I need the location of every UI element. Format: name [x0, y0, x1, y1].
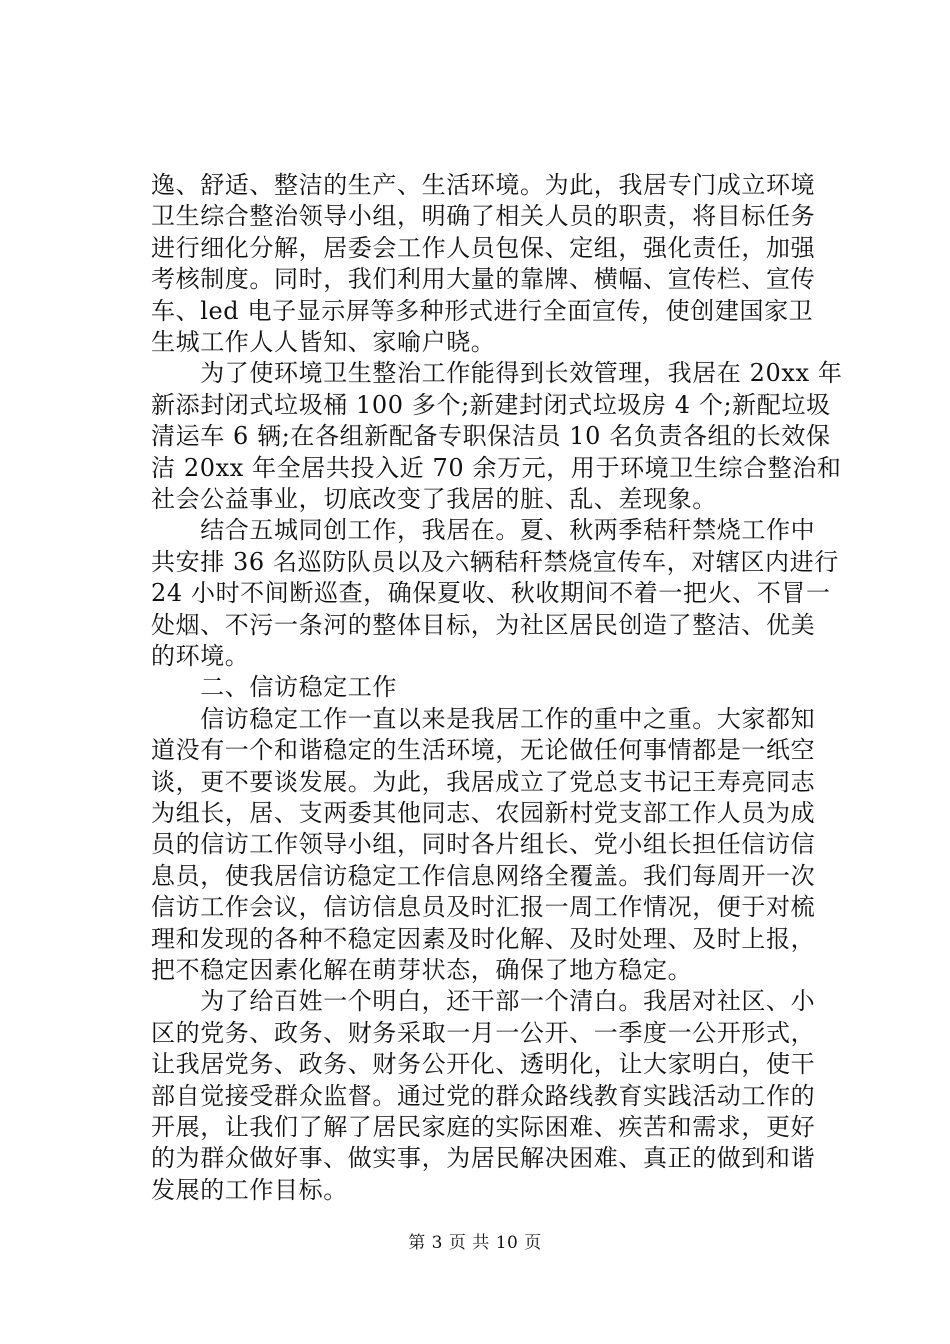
- body-text-line: 为了给百姓一个明白，还干部一个清白。我居对社区、小: [151, 987, 816, 1016]
- body-text-line: 的环境。: [151, 642, 250, 670]
- section-heading: 二、信访稳定工作: [151, 673, 397, 702]
- body-text-line: 开展，让我们了解了居民家庭的实际困难、疾苦和需求，更好: [151, 1113, 816, 1141]
- body-text-line: 为了使环境卫生整治工作能得到长效管理，我居在 20xx 年: [151, 359, 843, 388]
- body-text-line: 员的信访工作领导小组，同时各片组长、党小组长担任信访信: [151, 830, 816, 859]
- body-text-line: 信访工作会议，信访信息员及时汇报一周工作情况，便于对梳: [151, 893, 816, 922]
- body-text-line: 谈，更不要谈发展。为此，我居成立了党总支书记王寿亮同志: [151, 767, 816, 796]
- body-text-line: 洁 20xx 年全居共投入近 70 余万元，用于环境卫生综合整治和: [151, 453, 842, 482]
- body-text-line: 新添封闭式垃圾桶 100 多个;新建封闭式垃圾房 4 个;新配垃圾: [151, 390, 831, 419]
- body-text-line: 信访稳定工作一直以来是我居工作的重中之重。大家都知: [151, 704, 816, 733]
- body-text-line: 进行细化分解，居委会工作人员包保、定组，强化责任，加强: [151, 233, 816, 262]
- body-text-line: 道没有一个和谐稳定的生活环境，无论做任何事情都是一纸空: [151, 736, 816, 765]
- body-text-line: 的为群众做好事、做实事，为居民解决困难、真正的做到和谐: [151, 1144, 816, 1173]
- body-text-line: 社会公益事业，切底改变了我居的脏、乱、差现象。: [151, 485, 717, 513]
- body-text-line: 共安排 36 名巡防队员以及六辆秸秆禁烧宣传车，对辖区内进行: [151, 547, 839, 576]
- body-text-line: 生城工作人人皆知、家喻户晓。: [151, 328, 496, 356]
- body-text-line: 为组长，居、支两委其他同志、农园新村党支部工作人员为成: [151, 799, 816, 827]
- body-text-line: 息员，使我居信访稳定工作信息网络全覆盖。我们每周开一次: [151, 861, 816, 890]
- body-text-line: 清运车 6 辆;在各组新配备专职保洁员 10 名负责各组的长效保: [151, 422, 831, 451]
- body-text-line: 理和发现的各种不稳定因素及时化解、及时处理、及时上报，: [151, 924, 816, 953]
- body-text-line: 让我居党务、政务、财务公开化、透明化，让大家明白，使干: [151, 1050, 816, 1079]
- body-text-line: 结合五城同创工作，我居在。夏、秋两季秸秆禁烧工作中: [151, 516, 816, 545]
- body-text-line: 24 小时不间断巡查，确保夏收、秋收期间不着一把火、不冒一: [151, 579, 831, 608]
- body-text-line: 部自觉接受群众监督。通过党的群众路线教育实践活动工作的: [151, 1081, 816, 1110]
- body-text-line: 区的党务、政务、财务采取一月一公开、一季度一公开形式，: [151, 1018, 816, 1047]
- body-text-line: 考核制度。同时，我们利用大量的靠牌、横幅、宣传栏、宣传: [151, 265, 816, 294]
- body-text-line: 处烟、不污一条河的整体目标，为社区居民创造了整洁、优美: [151, 610, 816, 639]
- body-text-line: 把不稳定因素化解在萌芽状态，确保了地方稳定。: [151, 956, 693, 984]
- page-footer: 第 3 页 共 10 页: [408, 1233, 542, 1253]
- body-text-line: 逸、舒适、整洁的生产、生活环境。为此，我居专门成立环境: [151, 171, 816, 199]
- body-text-line: 卫生综合整治领导小组，明确了相关人员的职责，将目标任务: [151, 202, 816, 231]
- body-text-line: 车、led 电子显示屏等多种形式进行全面宣传，使创建国家卫: [151, 296, 814, 325]
- body-text-line: 发展的工作目标。: [151, 1175, 348, 1204]
